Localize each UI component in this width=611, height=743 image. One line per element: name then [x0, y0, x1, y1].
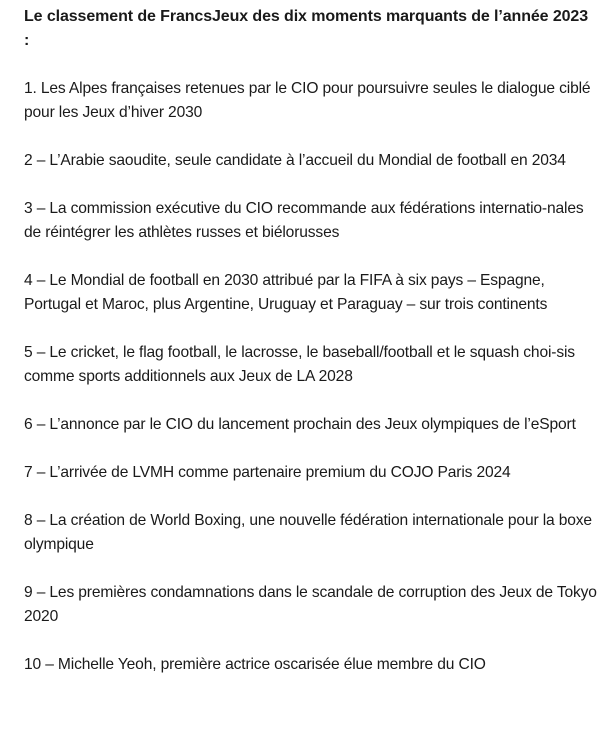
list-item: 7 – L’arrivée de LVMH comme partenaire premium du COJO Paris 2024 [24, 464, 511, 481]
list-item: 3 – La commission exécutive du CIO recommande aux fédérations internatio-nales de réintégrer les athlètes russes et biélorusses [24, 200, 584, 241]
list-item: 4 – Le Mondial de football en 2030 attribué par la FIFA à six pays – Espagne, Portugal et Maroc, plus Argentine, Uruguay et Paraguay – sur trois continents [24, 272, 548, 313]
list-item: 9 – Les premières condamnations dans le scandale de corruption des Jeux de Tokyo 2020 [24, 584, 597, 625]
list-item: 2 – L’Arabie saoudite, seule candidate à l’accueil du Mondial de football en 2034 [24, 152, 566, 169]
list-item: 5 – Le cricket, le flag football, le lacrosse, le baseball/football et le squash choi-sis comme sports additionnels aux Jeux de LA 2028 [24, 344, 575, 385]
list-item: 6 – L’annonce par le CIO du lancement prochain des Jeux olympiques de l’eSport [24, 416, 576, 433]
list-item: 10 – Michelle Yeoh, première actrice oscarisée élue membre du CIO [24, 656, 486, 673]
list-item: 1. Les Alpes françaises retenues par le CIO pour poursuivre seules le dialogue ciblé pour les Jeux d’hiver 2030 [24, 80, 591, 121]
list-item: 8 – La création de World Boxing, une nouvelle fédération internationale pour la boxe olympique [24, 512, 592, 553]
article-heading: Le classement de FrancsJeux des dix moments marquants de l’année 2023 : [24, 8, 589, 49]
